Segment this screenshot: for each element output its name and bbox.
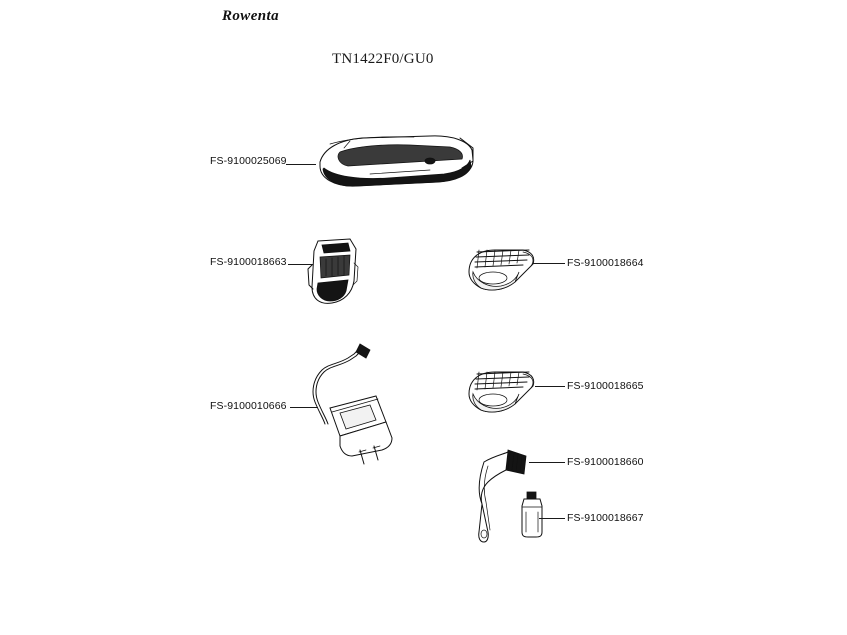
part-comb-attachment-3[interactable] [463,362,543,420]
page-title: TN1422F0/GU0 [332,51,434,67]
ref-label-comb-3: FS-9100018665 [567,380,644,392]
leader-line-brush [529,462,565,463]
part-comb-attachment-1[interactable] [300,235,370,310]
leader-line-trimmer-body [286,164,316,165]
ref-label-comb-1: FS-9100018663 [210,256,287,268]
part-trimmer-body[interactable] [310,128,480,198]
part-power-adapter[interactable] [300,340,400,455]
part-comb-attachment-2[interactable] [463,240,543,298]
ref-label-brush: FS-9100018660 [567,456,644,468]
ref-label-comb-2: FS-9100018664 [567,257,644,269]
ref-label-trimmer-body: FS-9100025069 [210,155,287,167]
ref-label-adapter: FS-9100010666 [210,400,287,412]
leader-line-comb-2 [533,263,565,264]
ref-label-oil-bottle: FS-9100018667 [567,512,644,524]
leader-line-oil-bottle [539,518,565,519]
leader-line-adapter [290,407,318,408]
leader-line-comb-3 [535,386,565,387]
brand-logo: Rowenta [222,8,279,24]
leader-line-comb-1 [288,264,313,265]
part-oil-bottle[interactable] [515,490,549,540]
